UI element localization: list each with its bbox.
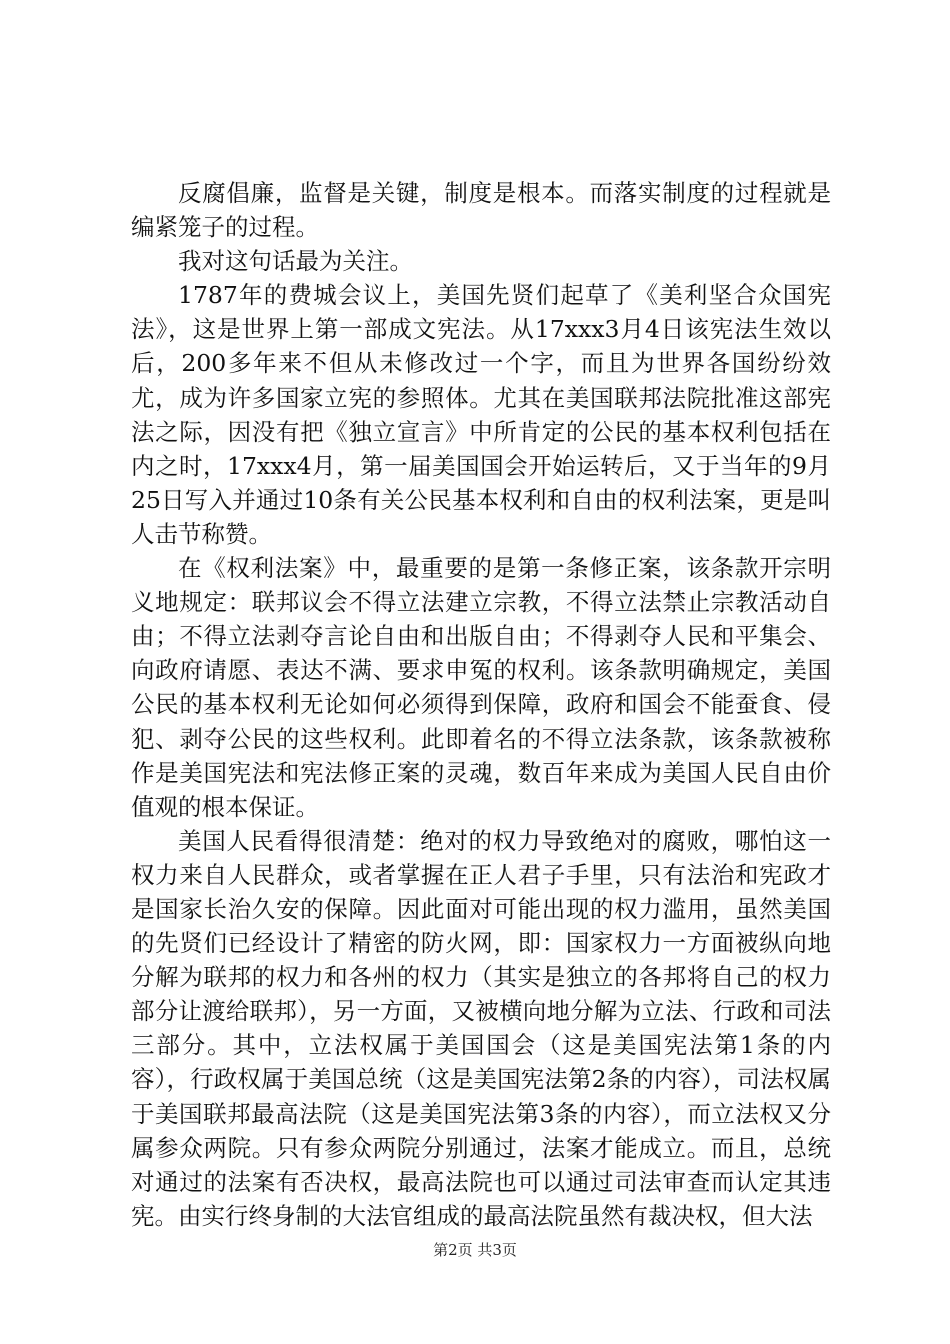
paragraph-4: 在《权利法案》中，最重要的是第一条修正案，该条款开宗明义地规定：联邦议会不得立法建立宗教，不得立法禁止宗教活动自由；不得立法剥夺言论自由和出版自由；不得剥夺人民和平集会、向政府请愿、表达不满、要求申冤的权利。该条款明确规定，美国公民的基本权利无论如何必须得到保障，政府和国会不能蚕食、侵犯、剥夺公民的这些权利。此即着名的不得立法条款，该条款被称作是美国宪法和宪法修正案的灵魂，数百年来成为美国人民自由价值观的根本保证。 (131, 554, 831, 821)
page-footer: 第2页 共3页 (433, 1241, 517, 1259)
paragraph-2: 我对这句话最为关注。 (178, 247, 413, 276)
paragraph-5: 美国人民看得很清楚：绝对的权力导致绝对的腐败，哪怕这一权力来自人民群众，或者掌握在正人君子手里，只有法治和宪政才是国家长治久安的保障。因此面对可能出现的权力滥用，虽然美国的先贤们已经设计了精密的防火网，即：国家权力一方面被纵向地分解为联邦的权力和各州的权力（其实是独立的各邦将自己的权力部分让渡给联邦），另一方面，又被横向地分解为立法、行政和司法三部分。其中，立法权属于美国国会（这是美国宪法第1条的内容），行政权属于美国总统（这是美国宪法第2条的内容），司法权属于美国联邦最高法院（这是美国宪法第3条的内容），而立法权又分属参众两院。只有参众两院分别通过，法案才能成立。而且，总统对通过的法案有否决权，最高法院也可以通过司法审查而认定其违宪。由实行终身制的大法官组成的最高法院虽然有裁决权，但大法 (131, 826, 831, 1230)
paragraph-1: 反腐倡廉，监督是关键，制度是根本。而落实制度的过程就是编紧笼子的过程。 (131, 179, 831, 242)
paragraph-3: 1787年的费城会议上，美国先贤们起草了《美利坚合众国宪法》，这是世界上第一部成文宪法。从17xxx3月4日该宪法生效以后，200多年来不但从未修改过一个字，而且为世界各国纷纷效尤，成为许多国家立宪的参照体。尤其在美国联邦法院批准这部宪法之际，因没有把《独立宣言》中所肯定的公民的基本权利包括在内之时，17xxx4月，第一届美国国会开始运转后，又于当年的9月25日写入并通过10条有关公民基本权利和自由的权利法案，更是叫人击节称赞。 (131, 281, 831, 548)
document-body (131, 176, 831, 1233)
